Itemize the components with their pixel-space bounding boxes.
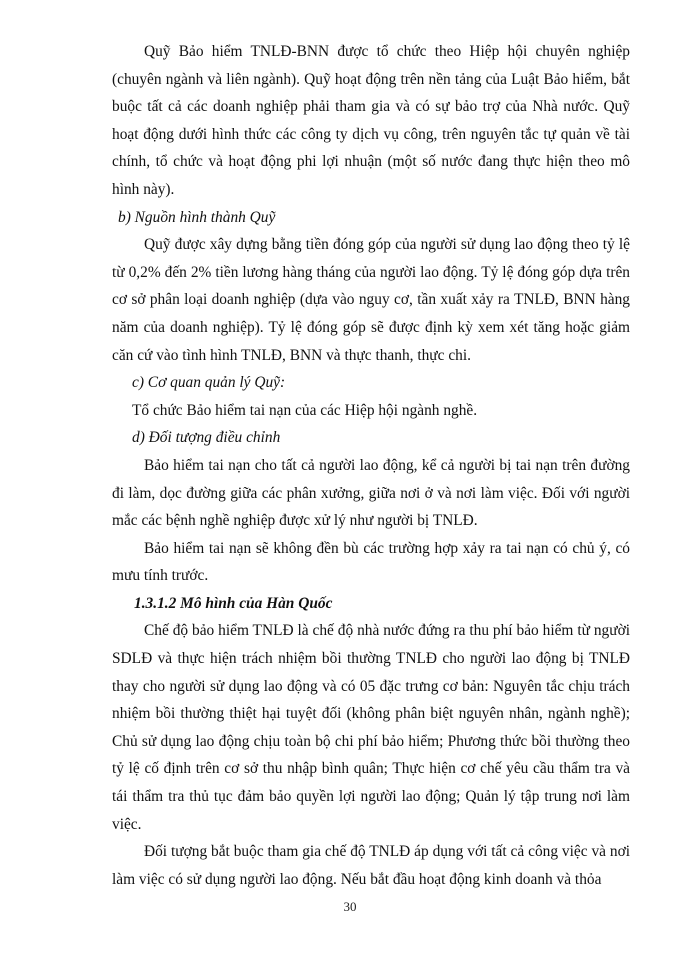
paragraph-fund-organization: Quỹ Bảo hiểm TNLĐ-BNN được tổ chức theo Hiệp hội chuyên nghiệp (chuyên ngành và liên ngành). Quỹ hoạt động trên nền tảng của Luật Bảo hiểm, bắt buộc tất cả các doanh nghiệp phải tham gia và có sự bảo trợ của Nhà nước. Quỹ hoạt động dưới hình thức các công ty dịch vụ công, trên nguyên tắc tự quản về tài chính, tổ chức và hoạt động phi lợi nhuận (một số nước đang thực hiện theo mô hình này). — [112, 43, 630, 198]
subheading-fund-source: b) Nguồn hình thành Quỹ — [118, 208, 276, 226]
paragraph-fund-management: Tổ chức Bảo hiểm tai nạn của các Hiệp hội ngành nghề. — [132, 401, 478, 419]
paragraph-korea-model: Chế độ bảo hiểm TNLĐ là chế độ nhà nước đứng ra thu phí bảo hiểm từ người SDLĐ và thực hiện trách nhiệm bồi thường TNLĐ cho người lao động bị TNLĐ thay cho người sử dụng lao động và có 05 đặc trưng cơ bản: Nguyên tắc chịu trách nhiệm bồi thường thiệt hại tuyệt đối (không phân biệt nguyên nhân, ngành nghề); Chủ sử dụng lao động chịu toàn bộ chi phí bảo hiểm; Phương thức bồi thường theo tỷ lệ cố định trên cơ sở thu nhập bình quân; Thực hiện cơ chế yêu cầu thẩm tra và tái thẩm tra thủ tục đảm bảo quyền lợi người lao động; Quản lý tập trung nơi làm việc. — [112, 622, 630, 833]
page-number: 30 — [343, 899, 357, 914]
paragraph-mandatory-participants: Đối tượng bắt buộc tham gia chế độ TNLĐ áp dụng với tất cả công việc và nơi làm việc có sử dụng người lao động. Nếu bắt đầu hoạt động kinh doanh và thỏa — [112, 843, 630, 888]
subheading-regulated-subjects: d) Đối tượng điều chỉnh — [132, 429, 281, 447]
paragraph-fund-source: Quỹ được xây dựng bằng tiền đóng góp của người sử dụng lao động theo tỷ lệ từ 0,2% đến 2% tiền lương hàng tháng của người lao động. Tỷ lệ đóng góp dựa trên cơ sở phân loại doanh nghiệp (dựa vào nguy cơ, tần xuất xảy ra TNLĐ, BNN hàng năm của doanh nghiệp). Tỷ lệ đóng góp sẽ được định kỳ xem xét tăng hoặc giảm căn cứ vào tình hình TNLĐ, BNN và thực thanh, thực chi. — [112, 236, 630, 364]
section-heading-korea-model: 1.3.1.2 Mô hình của Hàn Quốc — [134, 594, 333, 612]
subheading-fund-management: c) Cơ quan quản lý Quỹ: — [132, 374, 286, 392]
paragraph-regulated-subjects: Bảo hiểm tai nạn cho tất cả người lao động, kể cả người bị tai nạn trên đường đi làm, dọc đường giữa các phân xưởng, giữa nơi ở và nơi làm việc. Đối với người mắc các bệnh nghề nghiệp được xử lý như người bị TNLĐ. — [112, 456, 630, 530]
paragraph-no-compensation: Bảo hiểm tai nạn sẽ không đền bù các trường hợp xảy ra tai nạn có chủ ý, có mưu tính trước. — [112, 539, 630, 585]
